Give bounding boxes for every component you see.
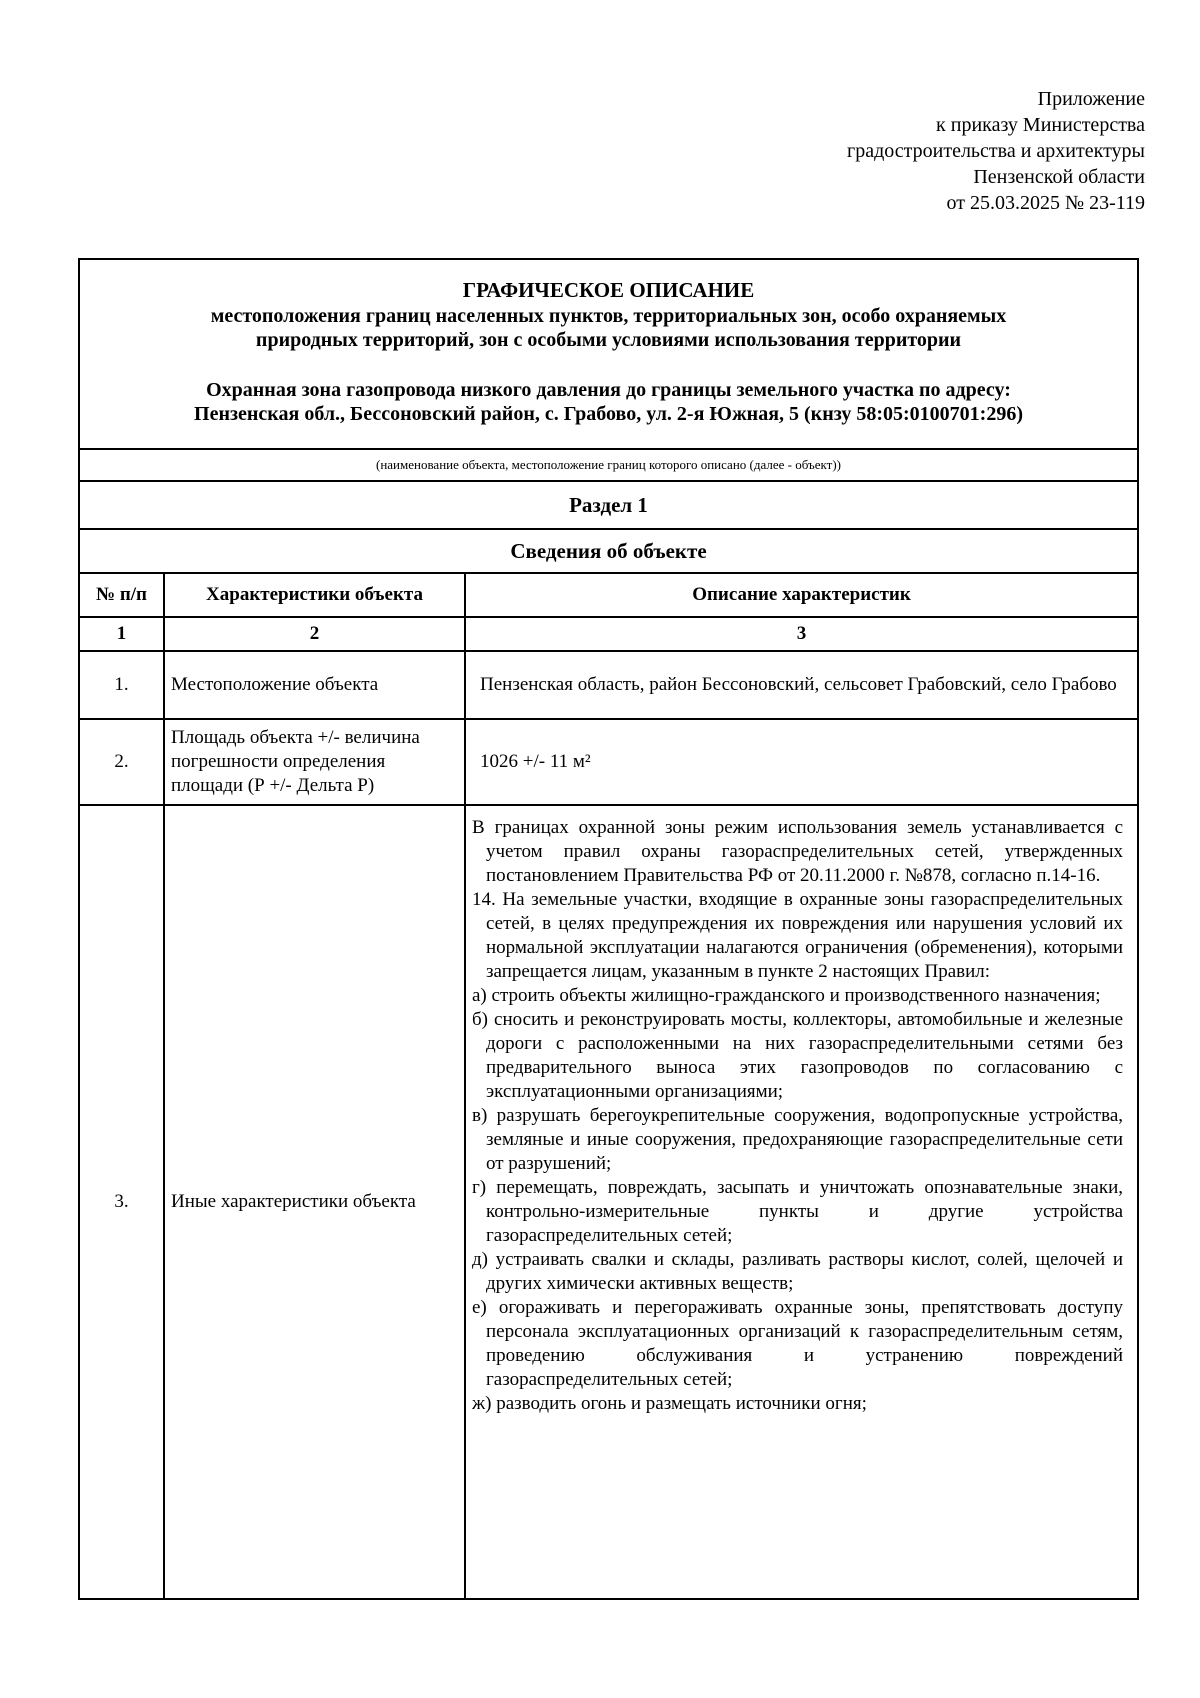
column-number: 1	[79, 617, 164, 651]
table-row	[79, 805, 1138, 1599]
row-characteristic: Местоположение объекта	[164, 651, 465, 719]
object-name: Охранная зона газопровода низкого давления до границы земельного участка по адресу:	[206, 379, 1011, 401]
description-paragraph: а) строить объекты жилищно-гражданского и производственного назначения;	[472, 985, 1101, 1006]
section-row	[79, 481, 1138, 529]
column-header-row	[79, 573, 1138, 617]
section-subtitle-row	[79, 529, 1138, 573]
description-paragraph: б) сносить и реконструировать мосты, коллекторы, автомобильные и железные дороги с расположенными на них газораспределительными сетями без предварительного выноса этих газопроводов по согласованию с эксплуатационными организациями;	[472, 1009, 1124, 1102]
column-header: Описание характеристик	[465, 573, 1138, 617]
row-number: 3.	[79, 805, 164, 1599]
column-header: № п/п	[79, 573, 164, 617]
section-title: Раздел 1	[79, 481, 1138, 529]
appendix-line: Пензенской области	[973, 166, 1145, 188]
table-row	[79, 651, 1138, 719]
header-row	[79, 259, 1138, 449]
row-description: 1026 +/- 11 м²	[465, 719, 1138, 805]
row-number: 2.	[79, 719, 164, 805]
description-paragraph: В границах охранной зоны режим использования земель устанавливается с учетом правил охраны газораспределительных сетей, утвержденных постановлением Правительства РФ от 20.11.2000 г. №878, согласно п.14-16.	[472, 817, 1124, 886]
description-paragraph: г) перемещать, повреждать, засыпать и уничтожать опознавательные знаки, контрольно-измерительные пункты и другие устройства газораспределительных сетей;	[472, 1177, 1124, 1246]
appendix-line: к приказу Министерства	[936, 114, 1145, 136]
description-paragraph: в) разрушать берегоукрепительные сооружения, водопропускные устройства, земляные и иные сооружения, предохраняющие газораспределительные сети от разрушений;	[472, 1105, 1124, 1174]
document-subtitle: природных территорий, зон с особыми условиями использования территории	[255, 329, 962, 351]
appendix-line: градостроительства и архитектуры	[847, 140, 1145, 162]
column-header: Характеристики объекта	[164, 573, 465, 617]
description-paragraph: д) устраивать свалки и склады, разливать растворы кислот, солей, щелочей и других химически активных веществ;	[472, 1249, 1124, 1294]
graphic-description-table	[78, 258, 1139, 1600]
table-row	[79, 719, 1138, 805]
object-note-row	[79, 449, 1138, 481]
description-paragraph: 14. На земельные участки, входящие в охранные зоны газораспределительных сетей, в целях предупреждения их повреждения или нарушения условий их нормальной эксплуатации налагаются ограничения (обременения), которыми запрещается лицам, указанным в пункте 2 настоящих Правил:	[472, 889, 1124, 982]
row-characteristic: Иные характеристики объекта	[164, 805, 465, 1599]
object-name: Пензенская обл., Бессоновский район, с. Грабово, ул. 2-я Южная, 5 (кнзу 58:05:0100701:296)	[194, 403, 1023, 425]
description-paragraph: ж) разводить огонь и размещать источники огня;	[472, 1393, 867, 1414]
appendix-line: Приложение	[1037, 88, 1145, 110]
row-description: Пензенская область, район Бессоновский, сельсовет Грабовский, село Грабово	[465, 651, 1138, 719]
document-header	[79, 259, 1138, 449]
document-subtitle: местоположения границ населенных пунктов, территориальных зон, особо охраняемых	[210, 305, 1007, 327]
row-description	[465, 805, 1138, 1599]
appendix-block	[545, 86, 1145, 216]
column-number: 3	[465, 617, 1138, 651]
description-paragraph: е) огораживать и перегораживать охранные зоны, препятствовать доступу персонала эксплуатационных организаций к газораспределительным сетям, проведению обслуживания и устранению повреждений газораспределительных сетей;	[472, 1297, 1124, 1390]
section-subtitle: Сведения об объекте	[79, 529, 1138, 573]
row-characteristic: Площадь объекта +/- величина погрешности определения площади (Р +/- Дельта Р)	[164, 719, 465, 805]
document-title: ГРАФИЧЕСКОЕ ОПИСАНИЕ	[462, 278, 755, 302]
appendix-line: от 25.03.2025 № 23-119	[946, 192, 1145, 214]
object-note: (наименование объекта, местоположение границ которого описано (далее - объект))	[79, 449, 1138, 481]
column-number-row	[79, 617, 1138, 651]
column-number: 2	[164, 617, 465, 651]
row-number: 1.	[79, 651, 164, 719]
